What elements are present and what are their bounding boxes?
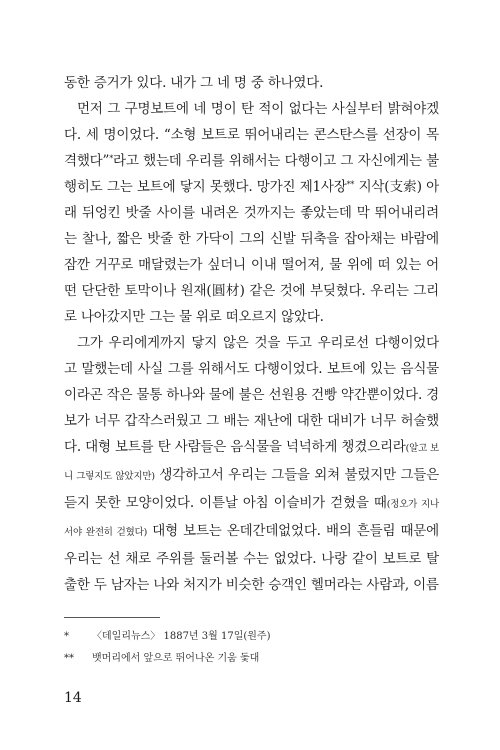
paragraph: 동한 증거가 있다. 내가 그 네 명 중 하나였다. [64, 75, 324, 91]
page-number: 14 [64, 690, 82, 706]
footnote-divider [64, 617, 160, 618]
inline-note: (정오가 지나서야 완전히 걷혔다) [64, 499, 439, 538]
footnote-mark: ** [64, 653, 74, 664]
footnote-text: 뱃머리에서 앞으로 뛰어나온 기움 돛대 [92, 653, 260, 664]
footnote-mark: * [64, 631, 69, 642]
body-text [64, 70, 439, 598]
footnotes [64, 626, 439, 670]
paragraph: 그가 우리에게까지 닿지 않은 것을 두고 우리로선 다행이었다고 말했는데 사실 그를 위해서도 다행이었다. 보트에 있는 음식물이라곤 작은 물통 하나와 물에 불은 선원용 건빵 약간뿐이었다. 경보가 너무 갑작스러웠고 그 배는 재난에 대한 대비가 너무 허술했다. 대형 보트를 탄 사람들은 음식물을 넉넉하게 챙겼으리라(알고 보니 그렇지도 않았지만) 생각하고서 우리는 그들을 외쳐 불렀지만 그들은 듣지 못한 모양이었다. 이튿날 아침 이슬비가 걷혔을 때(정오가 지나서야 완전히 걷혔다) 대형 보트는 온데간데없었다. 배의 흔들림 때문에 우리는 선 채로 주위를 둘러볼 수는 없었다. 나랑 같이 보트로 탈출한 두 남자는 나와 처지가 비슷한 승객인 헬머라는 사람과, 이름 [64, 335, 439, 593]
footnote-1 [64, 626, 439, 648]
footnote-marker: ** [346, 180, 355, 189]
footnote-marker: * [109, 154, 114, 163]
paragraph: 먼저 그 구명보트에 네 명이 탄 적이 없다는 사실부터 밝혀야겠다. 세 명이었다. “소형 보트로 뛰어내리는 콘스탄스를 선장이 목격했다”*라고 했는데 우리를 위해서는 다행이고 그 자신에게는 불행히도 그는 보트에 닿지 못했다. 망가진 제1사장** 지삭(支索) 아래 뒤엉킨 밧줄 사이를 내려온 것까지는 좋았는데 막 뛰어내리려는 찰나, 짧은 밧줄 한 가닥이 그의 신발 뒤축을 잡아채는 바람에 잠깐 거꾸로 매달렸는가 싶더니 이내 떨어져, 물 위에 떠 있는 어떤 단단한 토막이나 원재(圓材) 같은 것에 부딪혔다. 우리는 그리로 나아갔지만 그는 물 위로 떠오르지 않았다. [64, 101, 439, 325]
footnote-text: 〈데일리뉴스〉 1887년 3월 17일(원주) [92, 631, 271, 642]
inline-note: (알고 보니 그렇지도 않았지만) [64, 443, 439, 482]
footnote-2 [64, 648, 439, 670]
